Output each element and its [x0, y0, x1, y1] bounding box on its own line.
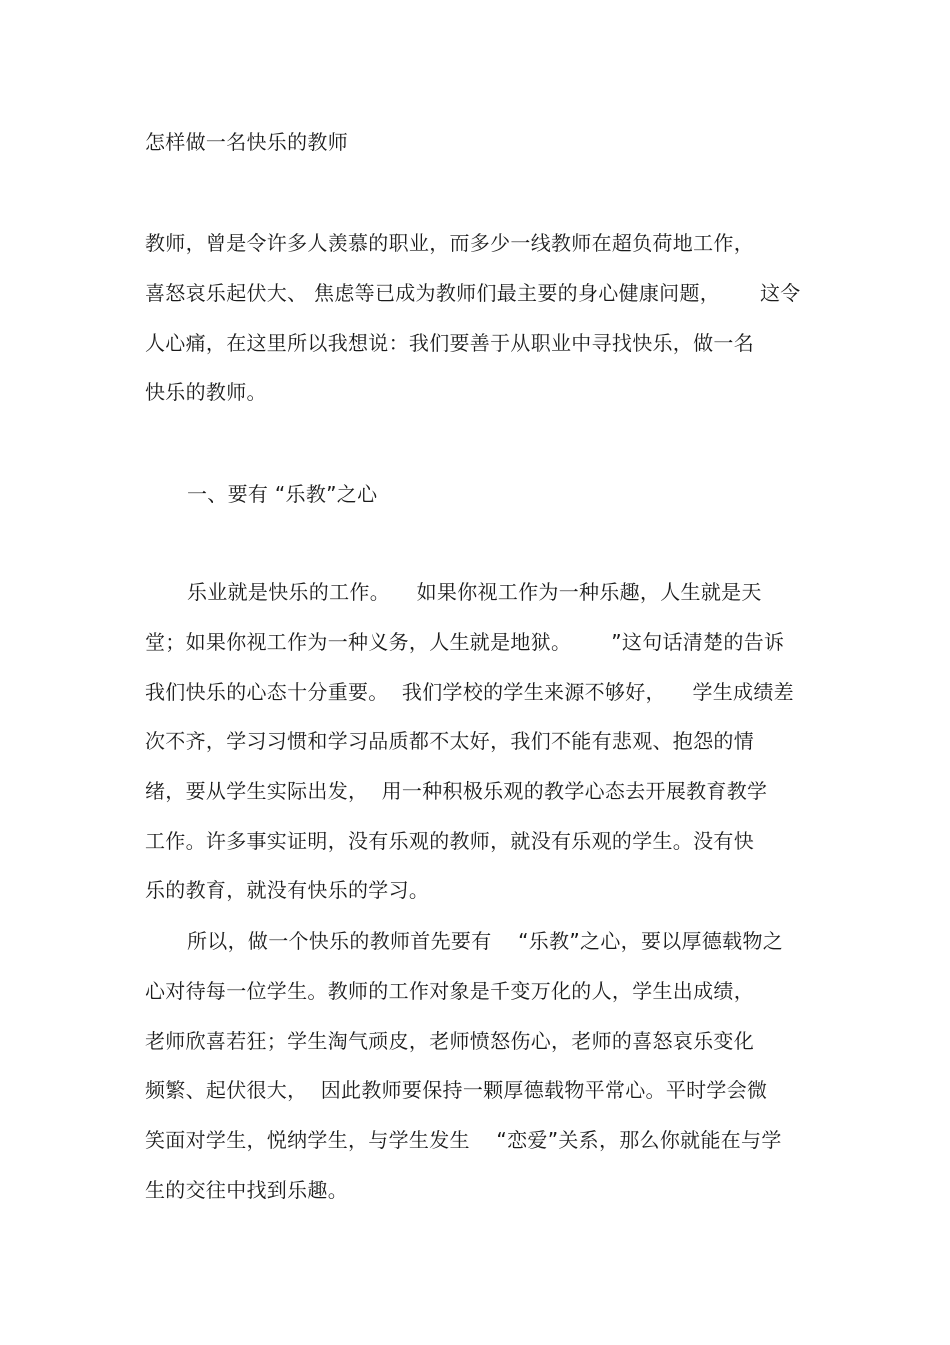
intro-line: 喜怒哀乐起伏大、 焦虑等已成为教师们最主要的身心健康问题， 这令 [145, 281, 801, 305]
intro-line: 人心痛，在这里所以我想说：我们要善于从职业中寻找快乐，做一名 [145, 331, 754, 355]
paragraph-line: 乐的教育，就没有快乐的学习。 [145, 878, 430, 902]
paragraph-line: 堂；如果你视工作为一种义务，人生就是地狱。 ”这句话清楚的告诉 [145, 630, 785, 654]
paragraph-line: 笑面对学生，悦纳学生，与学生发生 “恋爱”关系，那么你就能在与学 [145, 1128, 782, 1152]
paragraph-line: 生的交往中找到乐趣。 [145, 1178, 348, 1202]
paragraph-line: 所以，做一个快乐的教师首先要有 “乐教”之心，要以厚德载物之 [187, 929, 784, 953]
section-heading: 一、要有 “乐教”之心 [187, 482, 378, 506]
paragraph-line: 工作。许多事实证明，没有乐观的教师，就没有乐观的学生。没有快 [145, 829, 754, 853]
paragraph-line: 心对待每一位学生。教师的工作对象是千变万化的人，学生出成绩， [145, 979, 754, 1003]
intro-line: 快乐的教师。 [145, 380, 267, 404]
intro-line: 教师，曾是令许多人羡慕的职业，而多少一线教师在超负荷地工作， [145, 231, 754, 255]
paragraph-line: 乐业就是快乐的工作。 如果你视工作为一种乐趣，人生就是天 [187, 580, 762, 604]
paragraph-line: 老师欣喜若狂；学生淘气顽皮，老师愤怒伤心，老师的喜怒哀乐变化 [145, 1029, 754, 1053]
paragraph-line: 频繁、起伏很大， 因此教师要保持一颗厚德载物平常心。平时学会微 [145, 1078, 768, 1102]
paragraph-line: 绪，要从学生实际出发， 用一种积极乐观的教学心态去开展教育教学 [145, 779, 768, 803]
paragraph-line: 我们快乐的心态十分重要。 我们学校的学生来源不够好， 学生成绩差 [145, 680, 794, 704]
paragraph-line: 次不齐，学习习惯和学习品质都不太好，我们不能有悲观、抱怨的情 [145, 729, 754, 753]
document-title: 怎样做一名快乐的教师 [145, 130, 348, 154]
